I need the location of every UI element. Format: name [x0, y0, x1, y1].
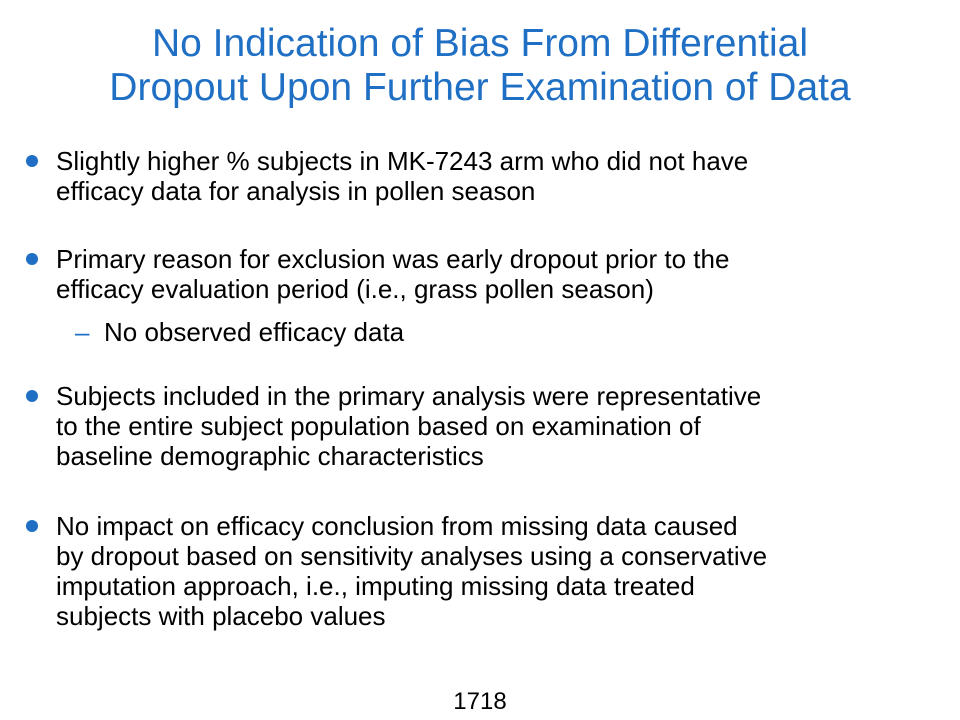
bullet-marker-3 [26, 390, 38, 402]
bullet-4-line-4: subjects with placebo values [56, 601, 386, 631]
sub-bullet-dash: – [75, 317, 90, 347]
bullet-1-line-1: Slightly higher % subjects in MK-7243 arm who did not have [56, 146, 749, 176]
slide-title-line-2: Dropout Upon Further Examination of Data [109, 66, 851, 109]
sub-bullet-text: No observed efficacy data [104, 317, 405, 347]
slide-title [0, 22, 960, 110]
bullet-3-line-2: to the entire subject population based on examination of [56, 411, 701, 441]
page-number: 1718 [453, 688, 507, 715]
bullet-1-line-2: efficacy data for analysis in pollen season [56, 176, 536, 206]
bullet-2-line-2: efficacy evaluation period (i.e., grass pollen season) [56, 274, 654, 304]
bullet-4-line-1: No impact on efficacy conclusion from missing data caused [56, 511, 738, 541]
bullet-2-line-1: Primary reason for exclusion was early dropout prior to the [56, 244, 730, 274]
bullet-4 [56, 511, 936, 631]
bullet-4-line-2: by dropout based on sensitivity analyses using a conservative [56, 541, 768, 571]
bullet-3-line-1: Subjects included in the primary analysis were representative [56, 381, 762, 411]
bullet-marker-1 [26, 155, 38, 167]
bullet-2 [56, 244, 936, 304]
bullet-1 [56, 146, 936, 206]
bullet-4-line-3: imputation approach, i.e., imputing missing data treated [56, 571, 695, 601]
bullet-marker-4 [26, 520, 38, 532]
bullet-3-line-3: baseline demographic characteristics [56, 441, 484, 471]
bullet-3 [56, 381, 936, 471]
bullet-marker-2 [26, 253, 38, 265]
slide-title-line-1: No Indication of Bias From Differential [151, 22, 809, 65]
